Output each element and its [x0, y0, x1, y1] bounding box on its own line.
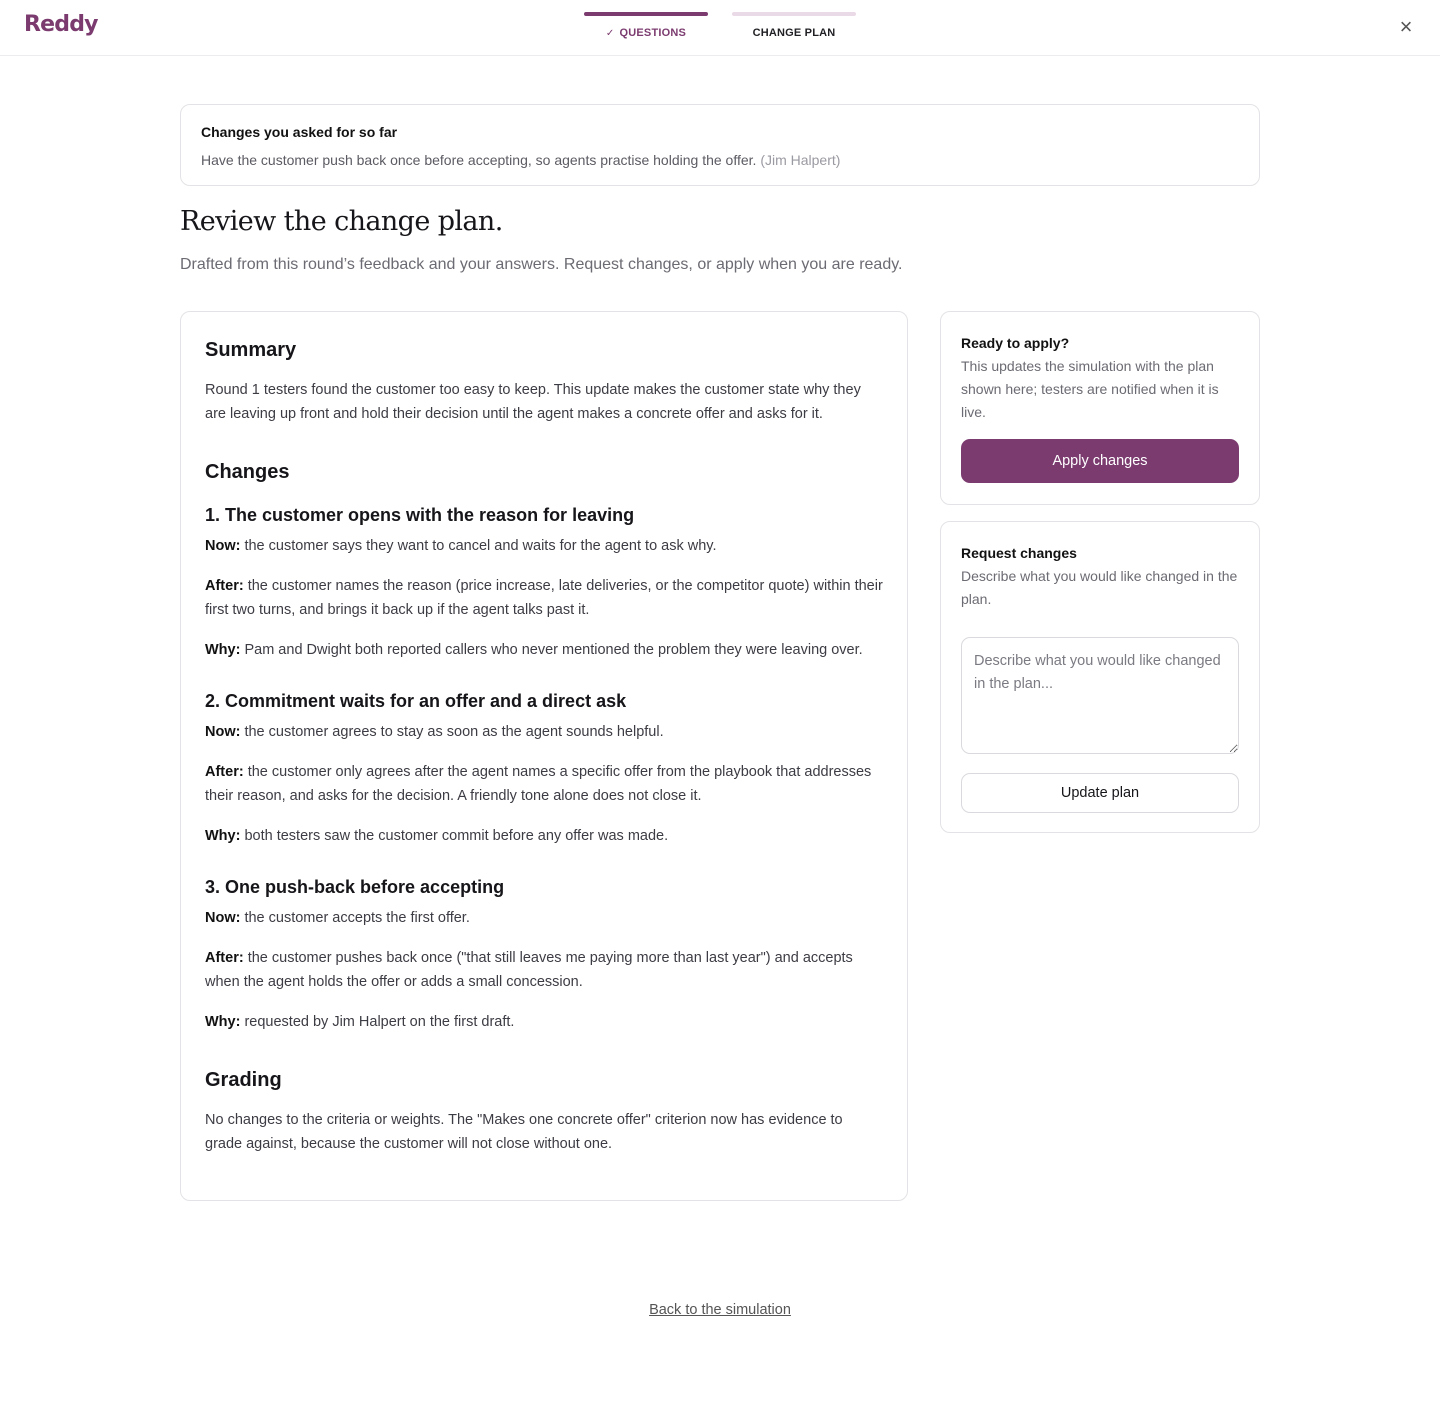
change-why-text: requested by Jim Halpert on the first draft.: [244, 1014, 515, 1030]
after-label: After:: [205, 764, 244, 780]
requested-change-text: Have the customer push back once before accepting, so agents practise holding the offer.: [201, 152, 757, 168]
apply-changes-button[interactable]: Apply changes: [961, 439, 1239, 483]
change-after-text: the customer names the reason (price increase, late deliveries, or the competitor quote) within their first two turns, and brings it back up if the agent talks past it.: [205, 578, 883, 618]
after-label: After:: [205, 578, 244, 594]
change-plan-card: [180, 311, 908, 1201]
back-to-simulation-link[interactable]: Back to the simulation: [649, 1302, 791, 1318]
change-after: [205, 574, 883, 622]
change-now-text: the customer agrees to stay as soon as the agent sounds helpful.: [244, 724, 664, 740]
top-bar: [0, 0, 1440, 56]
change-why: [205, 638, 883, 662]
check-icon: ✓: [605, 28, 615, 39]
request-card-title: Request changes: [961, 545, 1077, 561]
page-subtitle: Drafted from this round’s feedback and your answers. Request changes, or apply when you are ready.: [180, 256, 903, 273]
step-questions-label: QUESTIONS: [619, 27, 687, 39]
now-label: Now:: [205, 910, 241, 926]
requested-changes-card: [180, 104, 1260, 186]
change-after: [205, 946, 883, 994]
step-label: [584, 27, 708, 39]
request-card-text: Describe what you would like changed in the plan.: [961, 568, 1238, 607]
why-label: Why:: [205, 1014, 241, 1030]
summary-text: Round 1 testers found the customer too easy to keep. This update makes the customer state why they are leaving up front and hold their decision until the agent makes a concrete offer and asks for it.: [205, 382, 861, 422]
now-label: Now:: [205, 724, 241, 740]
step-progress-bar: [732, 12, 856, 16]
requested-change-item: [201, 152, 1239, 168]
page-title: Review the change plan.: [180, 206, 503, 237]
change-why: [205, 824, 883, 848]
why-label: Why:: [205, 642, 241, 658]
change-why: [205, 1010, 883, 1034]
close-icon[interactable]: ×: [1399, 14, 1413, 39]
grading-text: No changes to the criteria or weights. The "Makes one concrete offer" criterion now has evidence to grade against, because the customer will not close without one.: [205, 1112, 843, 1152]
footer: [0, 1302, 1440, 1318]
change-after: [205, 760, 883, 808]
after-label: After:: [205, 950, 244, 966]
change-now-text: the customer says they want to cancel and waits for the agent to ask why.: [244, 538, 717, 554]
change-now: [205, 534, 883, 558]
requested-change-author: (Jim Halpert): [760, 152, 841, 168]
change-now: [205, 906, 883, 930]
change-title: 1. The customer opens with the reason for leaving: [205, 505, 635, 525]
change-title: 3. One push-back before accepting: [205, 877, 505, 897]
step-progress-bar: [584, 12, 708, 16]
requested-changes-title: Changes you asked for so far: [201, 124, 398, 140]
why-label: Why:: [205, 828, 241, 844]
now-label: Now:: [205, 538, 241, 554]
summary-heading: Summary: [205, 339, 297, 361]
change-why-text: both testers saw the customer commit before any offer was made.: [244, 828, 669, 844]
apply-card: [940, 311, 1260, 505]
request-changes-card: [940, 521, 1260, 833]
change-now-text: the customer accepts the first offer.: [244, 910, 470, 926]
apply-card-title: Ready to apply?: [961, 335, 1070, 351]
change-after-text: the customer pushes back once ("that still leaves me paying more than last year") and accepts when the agent holds the offer or adds a small concession.: [205, 950, 853, 990]
step-change-plan-label: CHANGE PLAN: [752, 27, 836, 39]
apply-card-text: This updates the simulation with the plan shown here; testers are notified when it is live.: [961, 358, 1219, 420]
request-changes-input[interactable]: [961, 637, 1239, 754]
changes-heading: Changes: [205, 461, 290, 483]
step-change-plan[interactable]: [732, 12, 856, 42]
stepper: [584, 12, 856, 42]
change-title: 2. Commitment waits for an offer and a direct ask: [205, 691, 627, 711]
change-after-text: the customer only agrees after the agent names a specific offer from the playbook that addresses their reason, and asks for the decision. A friendly tone alone does not close it.: [205, 764, 872, 804]
logo[interactable]: Reddy: [24, 12, 98, 37]
step-questions[interactable]: [584, 12, 708, 42]
change-why-text: Pam and Dwight both reported callers who never mentioned the problem they were leaving over.: [244, 642, 863, 658]
grading-heading: Grading: [205, 1069, 282, 1091]
change-now: [205, 720, 883, 744]
update-plan-button[interactable]: Update plan: [961, 773, 1239, 813]
